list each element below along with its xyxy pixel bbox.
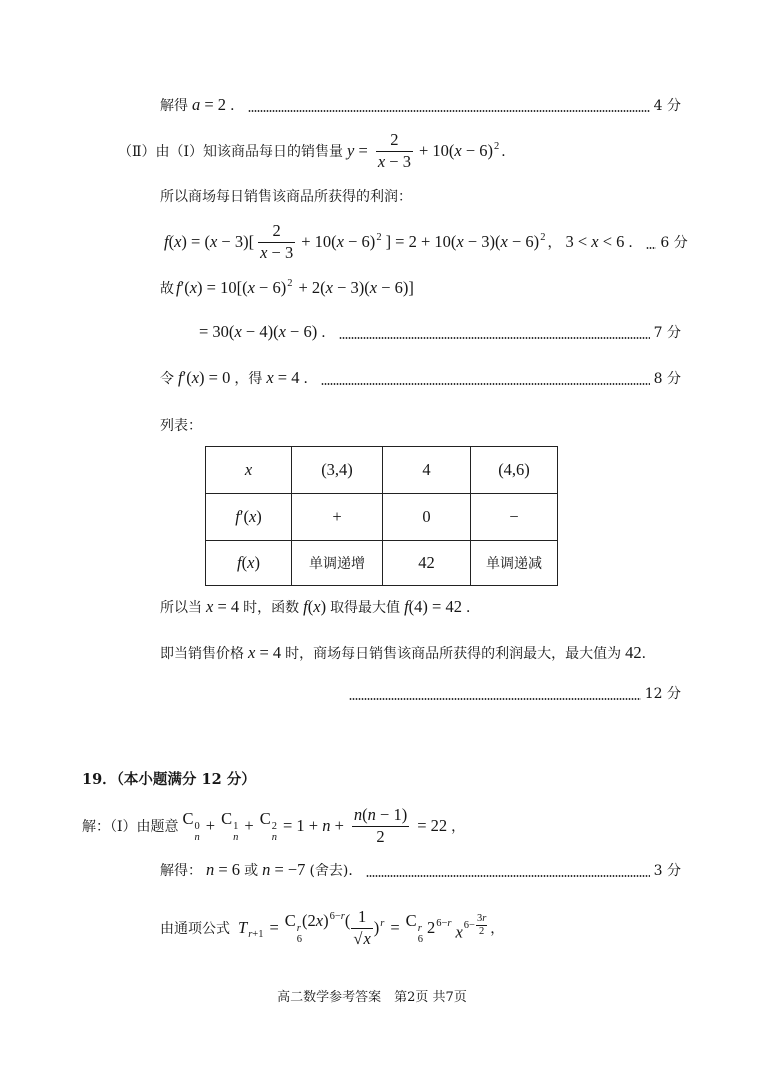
math-group	[386, 232, 546, 252]
critical-point-line	[160, 356, 681, 400]
power-of-x	[455, 914, 488, 943]
power-base: (2x)	[302, 911, 329, 930]
exponent-lead: 6−	[463, 920, 475, 932]
math-variable: x	[248, 643, 256, 662]
table-cell	[292, 541, 383, 586]
math-variable: r	[340, 911, 345, 922]
score-label: 8 分	[653, 371, 681, 387]
fraction-numerator: 2	[376, 131, 413, 151]
sqrt-symbol: √	[353, 928, 363, 948]
cell-text: (3,4)	[321, 460, 353, 479]
profit-function-line	[160, 220, 688, 264]
profit-intro-line	[160, 174, 412, 218]
score-label: 7 分	[653, 325, 681, 341]
math-variable: x	[500, 232, 508, 251]
subscript	[233, 832, 238, 843]
table-cell	[471, 447, 558, 494]
math-variable: n	[367, 805, 376, 825]
math-variable: x	[189, 278, 198, 297]
math-variable: x	[377, 151, 386, 171]
binomial-label: 解：（Ⅰ）由题意	[82, 819, 179, 835]
table-row	[206, 541, 558, 586]
math-group	[419, 141, 499, 161]
binomial-result: = 22	[417, 816, 448, 835]
math-variable: n	[322, 816, 331, 835]
power-base: 2	[426, 918, 436, 937]
table-intro-label: 列表：	[160, 418, 202, 434]
cell-text: +	[332, 507, 342, 526]
fraction-numerator: 2	[258, 222, 295, 242]
math-variable: r	[296, 923, 301, 934]
solve-n-math-1: n = 6	[206, 860, 241, 879]
fraction-numerator: 1	[351, 908, 372, 928]
monotonicity-table	[205, 446, 558, 586]
binomial-coefficient-term	[183, 809, 200, 843]
solve-a-label: 解得	[160, 98, 188, 114]
cell-text: 单调递减	[486, 556, 542, 572]
math-variable: x	[363, 928, 371, 948]
binomial-eq: = 1 + n +	[282, 816, 344, 835]
radicand	[362, 928, 370, 948]
combination-symbol: C	[259, 809, 271, 828]
math-variable: f	[303, 597, 308, 616]
dot-leader	[366, 875, 649, 877]
exponent: 2	[540, 232, 546, 243]
table-cell	[206, 447, 292, 494]
cell-text: 4	[422, 460, 431, 479]
exponent-fraction	[476, 914, 487, 938]
index-stack	[272, 821, 277, 843]
dot-leader	[349, 698, 641, 700]
final-score-line	[345, 671, 681, 715]
table-intro-line	[160, 403, 202, 447]
superscript: 2	[271, 821, 277, 832]
exponent: 2	[287, 278, 293, 289]
math-group	[374, 918, 385, 938]
subscript	[195, 832, 200, 843]
period: ．	[230, 98, 245, 114]
table-cell	[471, 541, 558, 586]
general-term-line	[160, 906, 504, 950]
period: ．	[303, 371, 318, 387]
math-variable: x	[260, 242, 268, 262]
math-variable: r	[380, 918, 385, 929]
dot-leader	[339, 337, 649, 339]
math-variable: n	[271, 832, 277, 843]
dot-leader	[646, 247, 656, 249]
subscript	[272, 832, 277, 843]
cell-text	[245, 460, 252, 479]
critical-label-2: ，得	[234, 371, 263, 387]
exponent: 2	[376, 232, 382, 243]
conclusion-label-1: 所以当	[160, 600, 202, 616]
fraction-denominator: 2	[376, 826, 385, 846]
period: ．	[465, 600, 480, 616]
math-variable: n	[194, 832, 200, 843]
profit-rest: ] = 2 + 10(x − 3)(x − 6)	[385, 232, 540, 251]
fraction-numerator: n(n − 1)	[352, 806, 409, 826]
cell-text: −	[509, 507, 519, 526]
math-variable: r	[482, 912, 487, 924]
general-term-label: 由通项公式	[160, 921, 230, 937]
cell-text: f(x)	[237, 553, 260, 572]
math-variable: x	[456, 232, 464, 251]
binomial-coefficient-term	[260, 809, 277, 843]
table-cell	[383, 541, 471, 586]
conclusion-math-3: f(4) = 42	[404, 597, 462, 616]
conclusion-math-1: x = 4	[206, 597, 240, 616]
profit-mid: + 10(x − 6)	[301, 232, 376, 251]
power-base	[455, 922, 462, 941]
cell-text: f′(x)	[235, 507, 262, 526]
general-term-lhs	[238, 918, 263, 938]
table-row	[206, 447, 558, 494]
fraction	[376, 131, 413, 170]
math-variable: x	[248, 507, 257, 526]
sales-rest: + 10(x − 6)	[418, 141, 494, 160]
cell-text: (4,6)	[498, 460, 530, 479]
table-cell	[206, 494, 292, 541]
math-variable: x	[369, 278, 378, 297]
math-variable: x	[278, 322, 286, 341]
binomial-coefficient-term	[285, 911, 351, 945]
equals-sign: =	[390, 918, 400, 937]
math-variable: T	[238, 918, 248, 937]
math-variable: f	[235, 507, 240, 526]
superscript: 0	[194, 821, 200, 832]
cell-text: 0	[422, 507, 431, 526]
math-variable: x	[591, 232, 599, 251]
math-group	[301, 232, 381, 252]
math-variable: x	[247, 553, 255, 572]
answer-math-1: x = 4	[248, 643, 282, 662]
comma: ，	[451, 819, 466, 835]
derivative-rest: + 2(x − 3)(x − 6)]	[298, 278, 414, 297]
profit-lhs: f(x) = (x − 3)[	[164, 232, 255, 251]
critical-math-2: x = 4	[266, 368, 300, 387]
math-variable: x	[266, 368, 274, 387]
fraction-denominator: x − 3	[260, 242, 294, 262]
math-variable: f	[164, 232, 169, 251]
fraction	[351, 908, 372, 947]
fraction-numerator: 3r	[476, 914, 487, 927]
fraction	[258, 222, 295, 261]
fraction-denominator	[351, 929, 372, 948]
binomial-coefficient-term	[221, 809, 238, 843]
critical-label-1: 令	[160, 371, 174, 387]
sales-quantity-line	[118, 129, 515, 173]
index-stack	[418, 923, 423, 945]
critical-math-1: f′(x) = 0	[178, 368, 231, 387]
conclusion-math-2: f(x)	[303, 597, 327, 616]
derivative-line	[160, 266, 418, 310]
math-variable: x	[209, 232, 218, 251]
right-paren: )	[373, 918, 380, 937]
solve-n-label-1: 解得：	[160, 863, 202, 879]
fraction	[352, 806, 409, 845]
period: ．	[641, 646, 656, 662]
math-variable: n	[262, 860, 271, 879]
table-cell	[292, 447, 383, 494]
derivative-factored-math: = 30(x − 4)(x − 6)	[199, 322, 318, 341]
math-variable: x	[325, 278, 333, 297]
math-variable: x	[191, 368, 200, 387]
sales-quantity-label: （Ⅱ）由（Ⅰ）知该商品每日的销售量	[118, 144, 344, 160]
combination-symbol: C	[284, 911, 296, 930]
period: ．	[348, 863, 363, 879]
conclusion-label-2: 时，函数	[243, 600, 300, 616]
math-variable: x	[234, 322, 242, 341]
plus-sign: +	[205, 816, 216, 835]
plus-sign: +	[244, 816, 254, 835]
equals-sign: =	[269, 918, 279, 937]
score-label: 4 分	[653, 98, 681, 114]
comma: ，	[490, 921, 505, 937]
term-symbol	[238, 918, 247, 937]
period: ．	[501, 144, 516, 160]
superscript: 1	[233, 821, 239, 832]
derivative-factored-line	[195, 310, 681, 354]
exponent: 6−r	[436, 918, 452, 929]
combination-symbol: C	[182, 809, 194, 828]
solve-n-line	[160, 848, 681, 892]
math-variable: x	[244, 460, 253, 479]
math-variable: y	[347, 141, 355, 160]
solve-n-label-3: (舍去)	[309, 863, 349, 879]
conclusion-line	[160, 585, 480, 629]
sales-lhs: y =	[347, 141, 368, 160]
math-variable: r	[417, 923, 422, 934]
score-label: 12 分	[644, 686, 681, 702]
subscript: 6	[417, 934, 423, 945]
left-paren: (	[344, 911, 351, 930]
math-variable: f	[237, 553, 242, 572]
math-variable: x	[455, 922, 463, 942]
fraction-denominator: x − 3	[377, 151, 411, 171]
solve-a-line	[160, 83, 681, 127]
exponent	[464, 914, 489, 938]
exponent	[380, 918, 384, 929]
fraction-denominator: 2	[479, 926, 485, 938]
table-cell	[383, 447, 471, 494]
combination-symbol: C	[221, 809, 233, 828]
math-variable: f	[404, 597, 409, 616]
combination-symbol: C	[405, 911, 417, 930]
math-variable: f	[176, 278, 181, 297]
comma: ，	[547, 235, 562, 251]
problem-19-heading-line	[82, 756, 256, 800]
cell-text: 42	[418, 553, 435, 572]
dot-leader	[248, 110, 650, 112]
math-variable: x	[313, 597, 321, 616]
math-variable: x	[315, 911, 324, 930]
table-cell	[383, 494, 471, 541]
cell-text: 单调递增	[309, 556, 365, 572]
math-variable: x	[336, 232, 344, 251]
math-variable: n	[206, 860, 215, 879]
solve-a-math: a = 2	[192, 95, 227, 114]
subscript: r+1	[248, 929, 264, 940]
binomial-coefficient-term	[406, 911, 423, 945]
math-variable: r	[248, 929, 253, 940]
problem-19-heading: 19．（本小题满分 12 分）	[82, 770, 256, 788]
math-variable: n	[353, 805, 363, 825]
power-of-two	[427, 918, 452, 938]
answer-math-2: 42	[625, 643, 642, 662]
answer-line	[160, 631, 656, 675]
exponent: 6−r	[329, 911, 345, 922]
domain-math: 3 < x < 6	[565, 232, 625, 251]
math-variable: x	[174, 232, 182, 251]
index-stack	[233, 821, 238, 843]
solve-n-label-2: 或	[244, 863, 259, 879]
exponent: 2	[494, 141, 500, 152]
math-variable: x	[206, 597, 214, 616]
math-variable: f	[178, 368, 183, 387]
superscript	[418, 923, 423, 934]
profit-intro-label: 所以商场每日销售该商品所获得的利润：	[160, 189, 412, 205]
math-variable: r	[447, 918, 452, 929]
math-group	[176, 278, 292, 298]
score-label: 6 分	[660, 235, 688, 251]
dot-leader	[321, 383, 649, 385]
period: ．	[628, 235, 643, 251]
answer-label-1: 即当销售价格	[160, 646, 244, 662]
subscript: 6	[296, 934, 303, 945]
index-stack	[195, 821, 200, 843]
math-variable: x	[247, 278, 255, 297]
conclusion-label-3: 取得最大值	[330, 600, 401, 616]
table-cell	[471, 494, 558, 541]
answer-label-2: 时，商场每日销售该商品所获得的利润最大，最大值为	[285, 646, 622, 662]
binomial-line	[82, 804, 465, 848]
period: ．	[321, 325, 336, 341]
table-cell	[292, 494, 383, 541]
page-footer: 高二数学参考答案 第2页 共7页	[277, 990, 467, 1005]
derivative-label: 故	[160, 281, 174, 297]
math-variable: a	[192, 95, 201, 114]
table-row	[206, 494, 558, 541]
score-label: 3 分	[653, 863, 681, 879]
derivative-lhs: f′(x) = 10[(x − 6)	[176, 278, 287, 297]
math-variable: n	[233, 832, 239, 843]
math-variable: x	[454, 141, 462, 160]
solve-n-math-2: n = −7	[262, 860, 306, 879]
table-cell	[206, 541, 292, 586]
